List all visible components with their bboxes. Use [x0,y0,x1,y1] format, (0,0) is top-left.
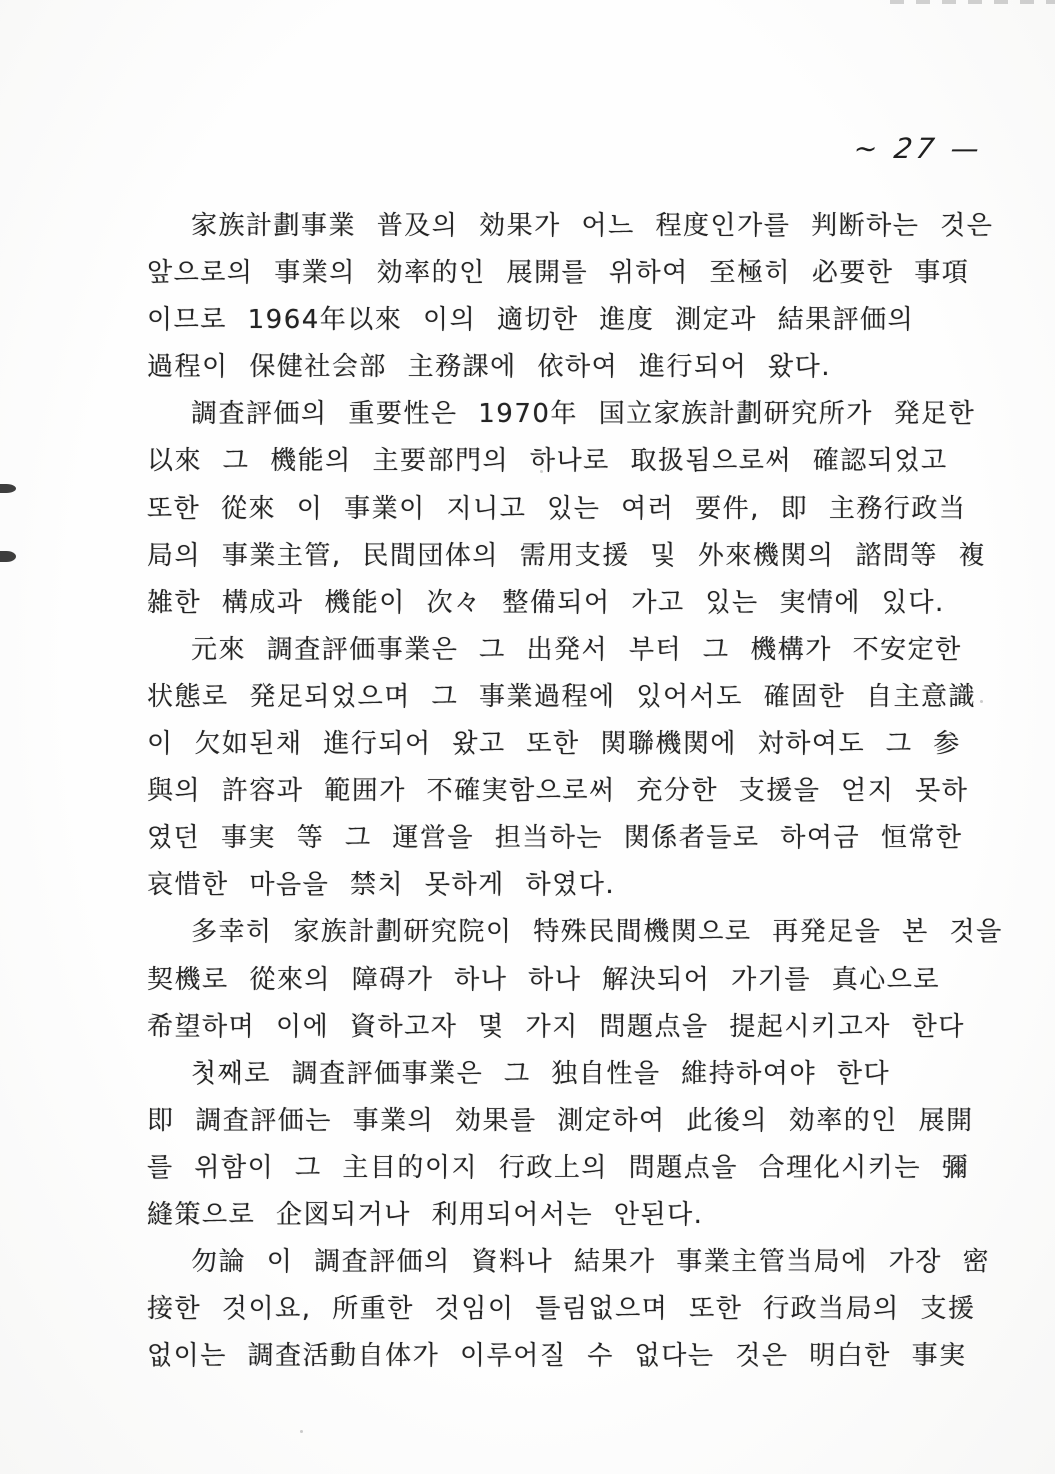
text-line: 元來 調査評価事業은 그 出発서 부터 그 機構가 不安定한 [191,634,962,665]
text-line: 이 欠如된채 進行되어 왔고 또한 関聯機関에 対하여도 그 参 [147,729,961,760]
document-body [147,203,1003,1380]
scan-smudge [0,484,16,493]
text-line: 状態로 発足되었으며 그 事業過程에 있어서도 確固한 自主意識 [147,681,976,712]
text-line: 接한 것이요, 所重한 것임이 틀림없으며 또한 行政当局의 支援 [147,1294,976,1325]
text-line: 첫째로 調査評価事業은 그 独自性을 維持하여야 한다 [191,1058,891,1089]
text-line: 이므로 1964年以來 이의 適切한 進度 測定과 結果評価의 [147,305,915,336]
scan-speckle [980,700,983,703]
text-line: 契機로 從來의 障碍가 하나 하나 解決되어 가기를 真心으로 [147,964,940,995]
text-line: 哀惜한 마음을 禁치 못하게 하였다. [147,870,616,901]
page-number: ~ 27 — [851,132,986,165]
text-line: 希望하며 이에 資하고자 몇 가지 問題点을 提起시키고자 한다 [147,1011,965,1042]
text-line: 를 위함이 그 主目的이지 行政上의 問題点을 合理化시키는 彌 [147,1152,970,1183]
text-line: 以來 그 機能의 主要部門의 하나로 取扱됨으로써 確認되었고 [147,446,948,477]
text-line: 없이는 調査活動自体가 이루어질 수 없다는 것은 明白한 事実 [147,1341,967,1372]
text-line: 調査評価의 重要性은 1970年 国立家族計劃研究所가 発足한 [191,399,976,430]
text-line: 家族計劃事業 普及의 効果가 어느 程度인가를 判断하는 것은 [191,211,994,241]
text-line: 縫策으로 企図되거나 利用되어서는 안된다. [147,1199,704,1230]
text-line: 또한 從來 이 事業이 지니고 있는 여러 要件, 即 主務行政当 [147,493,967,524]
text-line: 앞으로의 事業의 効率的인 展開를 위하여 至極히 必要한 事項 [147,258,970,289]
text-line: 였던 事実 等 그 運営을 担当하는 関係者들로 하여금 恒常한 [147,823,963,854]
text-line: 雑한 構成과 機能이 次々 整備되어 가고 있는 実情에 있다. [147,587,945,618]
text-line: 勿論 이 調査評価의 資料나 結果가 事業主管当局에 가장 密 [191,1247,991,1278]
scan-smudge [0,551,16,562]
scan-speckle [300,1430,303,1433]
text-line: 過程이 保健社会部 主務課에 依하여 進行되어 왔다. [147,352,832,383]
text-line: 多幸히 家族計劃研究院이 特殊民間機関으로 再発足을 본 것을 [191,917,1003,948]
scan-edge-artifact [890,0,1055,4]
text-line: 局의 事業主管, 民間団体의 需用支援 및 外來機関의 諮問等 複 [147,540,987,571]
text-line: 即 調査評価는 事業의 効果를 測定하여 此後의 効率的인 展開 [147,1105,974,1136]
text-line: 與의 許容과 範囲가 不確実함으로써 充分한 支援을 얻지 못하 [147,776,969,807]
